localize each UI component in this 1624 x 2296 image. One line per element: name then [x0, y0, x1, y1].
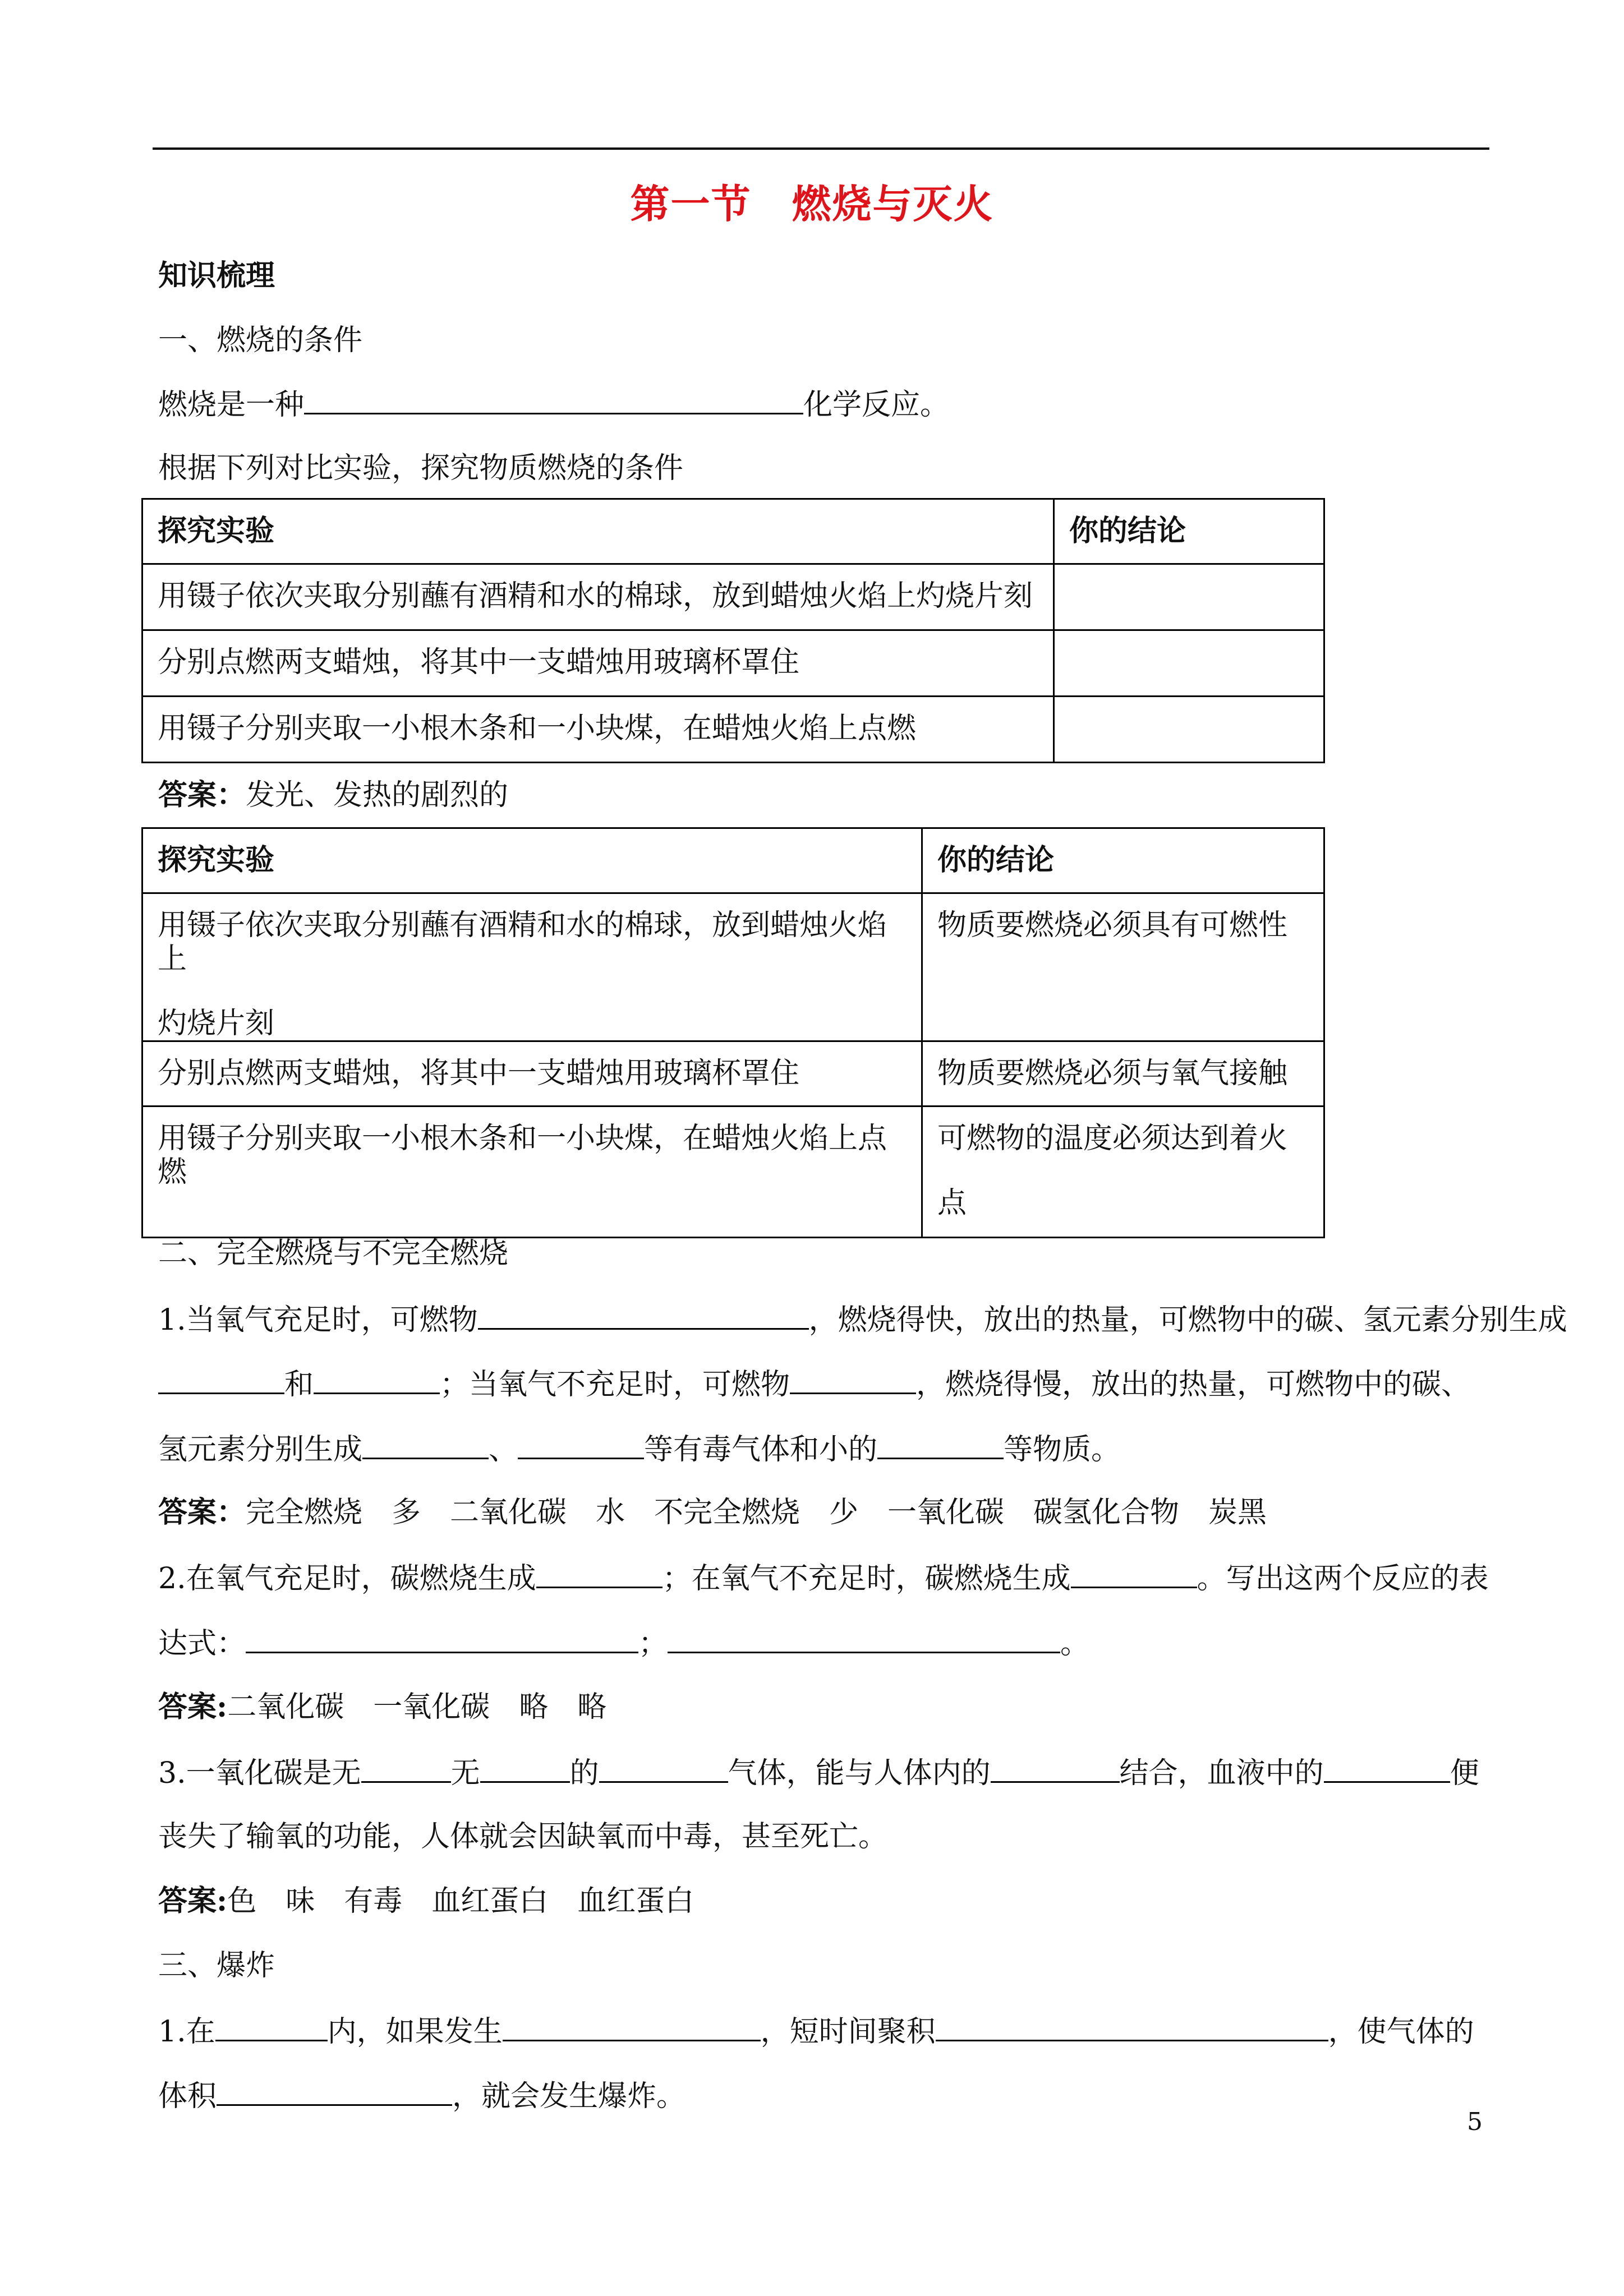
blank[interactable]	[158, 1367, 284, 1394]
header-rule	[153, 147, 1489, 150]
section3-q1-line2: 体积 ，就会发生爆炸。	[158, 2080, 686, 2113]
section2-answer1: 答案：完全燃烧 多 二氧化碳 水 不完全燃烧 少 一氧化碳 碳氢化合物 炭黑	[158, 1495, 1267, 1529]
section2-q2-line1: 2.在氧气充足时，碳燃烧生成 ；在氧气不充足时，碳燃烧生成 。写出这两个反应的表	[158, 1562, 1489, 1596]
blank[interactable]	[217, 2078, 452, 2106]
blank[interactable]	[215, 2014, 328, 2041]
page-title: 第一节 燃烧与灭火	[630, 181, 994, 227]
blank[interactable]	[304, 387, 803, 414]
blank[interactable]	[790, 1367, 916, 1394]
section2-q3-line1: 3.一氧化碳是无 无 的 气体，能与人体内的 结合，血液中的 便	[158, 1756, 1479, 1790]
table-cell-empty	[1054, 630, 1324, 697]
blank[interactable]	[936, 2014, 1328, 2041]
table-cell: 分别点燃两支蜡烛，将其中一支蜡烛用玻璃杯罩住	[142, 1041, 922, 1106]
answer-table	[141, 827, 1325, 1238]
section2-q3-line2: 丧失了输氧的功能，人体就会因缺氧而中毒，甚至死亡。	[158, 1820, 888, 1854]
section2-heading: 二、完全燃烧与不完全燃烧	[158, 1237, 509, 1270]
blank[interactable]	[536, 1561, 663, 1588]
blank[interactable]	[478, 1302, 809, 1330]
blank[interactable]	[361, 1755, 451, 1783]
section1-intro: 根据下列对比实验，探究物质燃烧的条件	[158, 451, 684, 485]
section3-heading: 三、爆炸	[158, 1949, 275, 1983]
blank[interactable]	[314, 1367, 440, 1394]
section2-q2-line2: 达式： ； 。	[158, 1627, 1090, 1661]
page-number: 5	[1467, 2108, 1483, 2136]
blank[interactable]	[991, 1755, 1120, 1783]
blank[interactable]	[518, 1432, 644, 1459]
blank[interactable]	[362, 1432, 489, 1459]
section2-q1-line1: 1.当氧气充足时，可燃物 ，燃烧得快，放出的热量，可燃物中的碳、氢元素分别生成	[158, 1303, 1567, 1337]
table-cell: 用镊子依次夹取分别蘸有酒精和水的棉球，放到蜡烛火焰上灼烧片刻	[142, 564, 1054, 630]
table-cell: 用镊子依次夹取分别蘸有酒精和水的棉球，放到蜡烛火焰上 灼烧片刻	[142, 893, 922, 1041]
table-cell: 物质要燃烧必须具有可燃性	[922, 893, 1324, 1041]
table-cell: 用镊子分别夹取一小根木条和一小块煤，在蜡烛火焰上点燃	[142, 697, 1054, 763]
blank[interactable]	[668, 1626, 1060, 1653]
experiment-table	[141, 498, 1325, 763]
table-cell: 可燃物的温度必须达到着火 点	[922, 1106, 1324, 1238]
section-heading: 知识梳理	[158, 259, 275, 293]
section2-q1-line3: 氢元素分别生成 、 等有毒气体和小的 等物质。	[158, 1433, 1121, 1467]
table-header: 探究实验	[142, 499, 1054, 564]
blank[interactable]	[1324, 1755, 1450, 1783]
table-header: 你的结论	[922, 828, 1324, 893]
table-cell-empty	[1054, 564, 1324, 630]
table-cell: 分别点燃两支蜡烛，将其中一支蜡烛用玻璃杯罩住	[142, 630, 1054, 697]
blank[interactable]	[503, 2014, 761, 2041]
table-cell: 物质要燃烧必须与氧气接触	[922, 1041, 1324, 1106]
table-cell: 用镊子分别夹取一小根木条和一小块煤，在蜡烛火焰上点燃	[142, 1106, 922, 1238]
section1-question: 燃烧是一种 化学反应。	[158, 388, 950, 422]
blank[interactable]	[599, 1755, 728, 1783]
blank[interactable]	[480, 1755, 570, 1783]
section2-answer3: 答案:色 味 有毒 血红蛋白 血红蛋白	[158, 1884, 694, 1918]
answer-line: 答案：发光、发热的剧烈的	[158, 778, 509, 812]
section3-q1-line1: 1.在 内，如果发生 ，短时间聚积 ，使气体的	[158, 2015, 1474, 2049]
blank[interactable]	[1071, 1561, 1197, 1588]
table-header: 探究实验	[142, 828, 922, 893]
section2-q1-line2: 和 ；当氧气不充足时，可燃物 ，燃烧得慢，放出的热量，可燃物中的碳、	[158, 1367, 1470, 1401]
blank[interactable]	[877, 1432, 1004, 1459]
blank[interactable]	[246, 1626, 638, 1653]
section1-heading: 一、燃烧的条件	[158, 324, 363, 357]
table-header: 你的结论	[1054, 499, 1324, 564]
table-cell-empty	[1054, 697, 1324, 763]
section2-answer2: 答案:二氧化碳 一氧化碳 略 略	[158, 1690, 607, 1724]
